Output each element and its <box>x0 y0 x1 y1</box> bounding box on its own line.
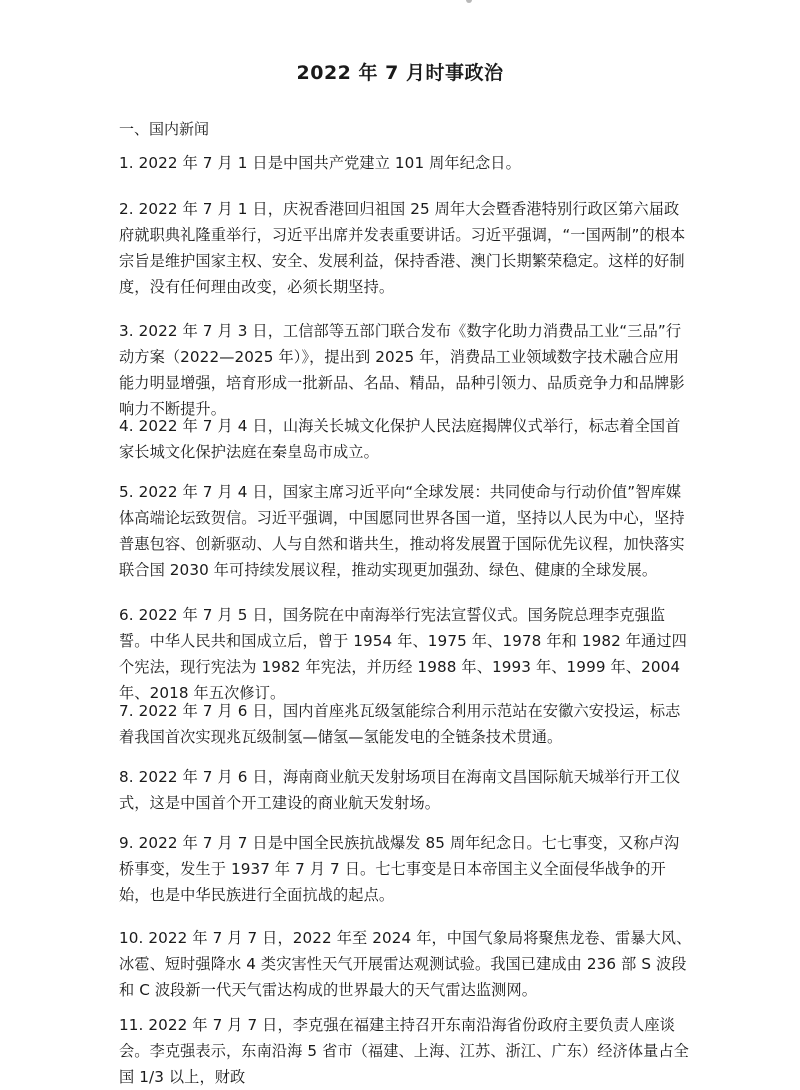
section-heading: 一、国内新闻 <box>119 120 210 138</box>
news-item-3: 3. 2022 年 7 月 3 日，工信部等五部门联合发布《数字化助力消费品工业“三品”行动方案（2022—2025 年）》，提出到 2025 年，消费品工业领域数字技术融合应用能力明显增强，培育形成一批新品、名品、精品，品种引领力、品质竞争力和品牌影响力不断提升。 <box>119 322 685 418</box>
news-item-2: 2. 2022 年 7 月 1 日，庆祝香港回归祖国 25 周年大会暨香港特别行政区第六届政府就职典礼隆重举行，习近平出席并发表重要讲话。习近平强调，“一国两制”的根本宗旨是维护国家主权、安全、发展利益，保持香港、澳门长期繁荣稳定。这样的好制度，没有任何理由改变，必须长期坚持。 <box>119 200 686 296</box>
news-item-9: 9. 2022 年 7 月 7 日是中国全民族抗战爆发 85 周年纪念日。七七事变，又称卢沟桥事变，发生于 1937 年 7 月 7 日。七七事变是日本帝国主义全面侵华战争的开始，也是中华民族进行全面抗战的起点。 <box>119 834 680 904</box>
news-item-6: 6. 2022 年 7 月 5 日，国务院在中南海举行宪法宣誓仪式。国务院总理李克强监誓。中华人民共和国成立后，曾于 1954 年、1975 年、1978 年和 1982 年通过四个宪法，现行宪法为 1982 年宪法，并历经 1988 年、1993 年、1999 年、2004 年、2018 年五次修订。 <box>119 606 687 702</box>
news-item-11: 11. 2022 年 7 月 7 日，李克强在福建主持召开东南沿海省份政府主要负责人座谈会。李克强表示，东南沿海 5 省市（福建、上海、江苏、浙江、广东）经济体量占全国 1/3 以上，财政 <box>119 1016 689 1086</box>
news-item-10: 10. 2022 年 7 月 7 日，2022 年至 2024 年，中国气象局将聚焦龙卷、雷暴大风、冰雹、短时强降水 4 类灾害性天气开展雷达观测试验。我国已建成由 236 部 S 波段和 C 波段新一代天气雷达构成的世界最大的天气雷达监测网。 <box>119 929 692 999</box>
news-item-4: 4. 2022 年 7 月 4 日，山海关长城文化保护人民法庭揭牌仪式举行，标志着全国首家长城文化保护法庭在秦皇岛市成立。 <box>119 417 681 461</box>
document-title: 2022 年 7 月时事政治 <box>296 62 504 84</box>
news-item-8: 8. 2022 年 7 月 6 日，海南商业航天发射场项目在海南文昌国际航天城举行开工仪式，这是中国首个开工建设的商业航天发射场。 <box>119 768 681 812</box>
news-item-1: 1. 2022 年 7 月 1 日是中国共产党建立 101 周年纪念日。 <box>119 154 521 172</box>
news-item-5: 5. 2022 年 7 月 4 日，国家主席习近平向“全球发展：共同使命与行动价值”智库媒体高端论坛致贺信。习近平强调，中国愿同世界各国一道，坚持以人民为中心，坚持普惠包容、创新驱动、人与自然和谐共生，推动将发展置于国际优先议程，加快落实联合国 2030 年可持续发展议程，推动实现更加强劲、绿色、健康的全球发展。 <box>119 483 685 579</box>
scan-mark <box>466 0 472 3</box>
news-item-7: 7. 2022 年 7 月 6 日，国内首座兆瓦级氢能综合利用示范站在安徽六安投运，标志着我国首次实现兆瓦级制氢—储氢—氢能发电的全链条技术贯通。 <box>119 702 681 746</box>
